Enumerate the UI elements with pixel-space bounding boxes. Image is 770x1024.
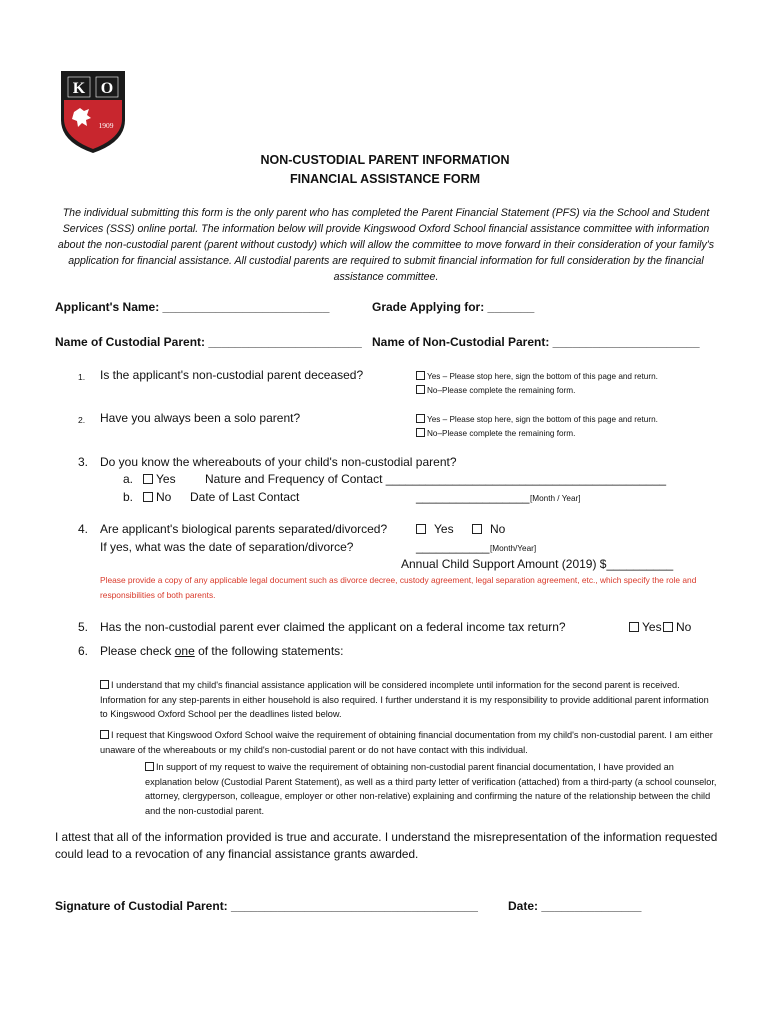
logo-letter-k: K: [72, 80, 86, 97]
q4-yes-option[interactable]: Yes: [416, 522, 454, 536]
logo-letter-o: O: [100, 80, 114, 97]
q3-last-contact-field[interactable]: _________________: [416, 490, 530, 504]
q5-number: 5.: [78, 620, 89, 634]
attestation-paragraph: I attest that all of the information provided is true and accurate. I understand the misrepresentation of the information requested could lead to a revocation of any financial assistance grants awarded.: [55, 830, 718, 861]
q2-no-option[interactable]: No–Please complete the remaining form.: [416, 428, 575, 438]
q3-last-contact-label: Date of Last Contact: [190, 490, 300, 504]
q1-no-checkbox[interactable]: [416, 385, 425, 394]
q4-yes-checkbox[interactable]: [416, 524, 426, 534]
form-title-line1: NON-CUSTODIAL PARENT INFORMATION: [260, 153, 510, 167]
q3-a-option[interactable]: Yes: [143, 472, 176, 486]
q4-date-field[interactable]: ___________: [416, 540, 490, 554]
q3-b-label: b.: [123, 490, 134, 504]
statement-2[interactable]: I request that Kingswood Oxford School waive the requirement of obtaining financial documentation from my child's non-custodial parent. I am either unaware of the whereabouts or my child's non-custodial parent or do not have contact with this individual.: [100, 730, 713, 755]
q3-text: Do you know the whereabouts of your child's non-custodial parent?: [100, 455, 457, 469]
applicant-name-field[interactable]: Applicant's Name: _________________________: [55, 300, 330, 314]
q4-text: Are applicant's biological parents separated/divorced?: [100, 522, 388, 536]
q1-yes-checkbox[interactable]: [416, 371, 425, 380]
q5-yes-checkbox[interactable]: [629, 622, 639, 632]
signature-field[interactable]: Signature of Custodial Parent: _____________________________________: [55, 899, 478, 913]
q2-yes-checkbox[interactable]: [416, 414, 425, 423]
q5-no-checkbox[interactable]: [663, 622, 673, 632]
q1-number: 1.: [78, 372, 86, 382]
q3-number: 3.: [78, 455, 89, 469]
non-custodial-parent-field[interactable]: Name of Non-Custodial Parent: ______________________: [372, 335, 700, 349]
q4-number: 4.: [78, 522, 89, 536]
q2-yes-option[interactable]: Yes – Please stop here, sign the bottom of this page and return.: [416, 414, 658, 424]
statement-3[interactable]: In support of my request to waive the requirement of obtaining non-custodial parent financial documentation, I have provided an explanation below (Custodial Parent Statement), as well as a third party letter of verification (attached) from a third-party (a school counselor, attorney, clergyperson, colleague, employer or other non-relative) explaining and confirming the nature of the relationship between the child and the non-custodial parent.: [145, 762, 717, 816]
q1-no-option[interactable]: No–Please complete the remaining form.: [416, 385, 575, 395]
q3-yes-checkbox[interactable]: [143, 474, 153, 484]
statement-1-checkbox[interactable]: [100, 680, 109, 689]
q6-text: Please check one of the following statements:: [100, 644, 344, 658]
legal-document-note: Please provide a copy of any applicable legal document such as divorce decree, custody agreement, legal separation agreement, etc., which specify the role and responsibilities of both parents.: [100, 575, 697, 600]
q3-a-label: a.: [123, 472, 134, 486]
q3-date-hint: [Month / Year]: [530, 494, 581, 503]
q1-text: Is the applicant's non-custodial parent deceased?: [100, 368, 364, 382]
q2-no-checkbox[interactable]: [416, 428, 425, 437]
statement-2-checkbox[interactable]: [100, 730, 109, 739]
logo-year: 1909: [98, 121, 114, 130]
q3-no-checkbox[interactable]: [143, 492, 153, 502]
q2-text: Have you always been a solo parent?: [100, 411, 301, 425]
q4-no-checkbox[interactable]: [472, 524, 482, 534]
statement-1[interactable]: I understand that my child's financial assistance application will be considered incomplete until information for the second parent is received. Information for any step-parents in either household is also required. I further understand it is my responsibility to provide additional parent information to Kingswood Oxford School per the deadlines listed below.: [100, 680, 709, 719]
q1-yes-option[interactable]: Yes – Please stop here, sign the bottom of this page and return.: [416, 371, 658, 381]
q4-sub-text: If yes, what was the date of separation/divorce?: [100, 540, 354, 554]
q3-contact-field[interactable]: Nature and Frequency of Contact __________________________________________: [205, 472, 667, 486]
child-support-field[interactable]: Annual Child Support Amount (2019) $__________: [401, 557, 674, 571]
intro-paragraph: The individual submitting this form is the only parent who has completed the Parent Financial Statement (PFS) via the School and Student Services (SSS) online portal. The information below will provide Kingswood Oxford School financial assistance committee with information about the non-custodial parent (parent without custody) which will allow the committee to move forward in their consideration of your family's application for financial assistance. All custodial parents are required to submit financial information for full consideration by the financial assistance committee.: [57, 207, 715, 283]
school-logo: [60, 70, 126, 154]
q3-b-option[interactable]: No: [143, 490, 171, 504]
q5-text: Has the non-custodial parent ever claimed the applicant on a federal income tax return?: [100, 620, 566, 634]
q4-no-option[interactable]: No: [472, 522, 505, 536]
statement-3-checkbox[interactable]: [145, 762, 154, 771]
q2-number: 2.: [78, 415, 86, 425]
q6-number: 6.: [78, 644, 89, 658]
q5-yes-option[interactable]: Yes: [629, 620, 662, 634]
q4-date-hint: [Month/Year]: [490, 544, 537, 553]
q5-no-option[interactable]: No: [663, 620, 691, 634]
custodial-parent-field[interactable]: Name of Custodial Parent: _______________________: [55, 335, 362, 349]
grade-field[interactable]: Grade Applying for: _______: [372, 300, 535, 314]
date-field[interactable]: Date: _______________: [508, 899, 642, 913]
form-title-line2: FINANCIAL ASSISTANCE FORM: [289, 172, 481, 186]
